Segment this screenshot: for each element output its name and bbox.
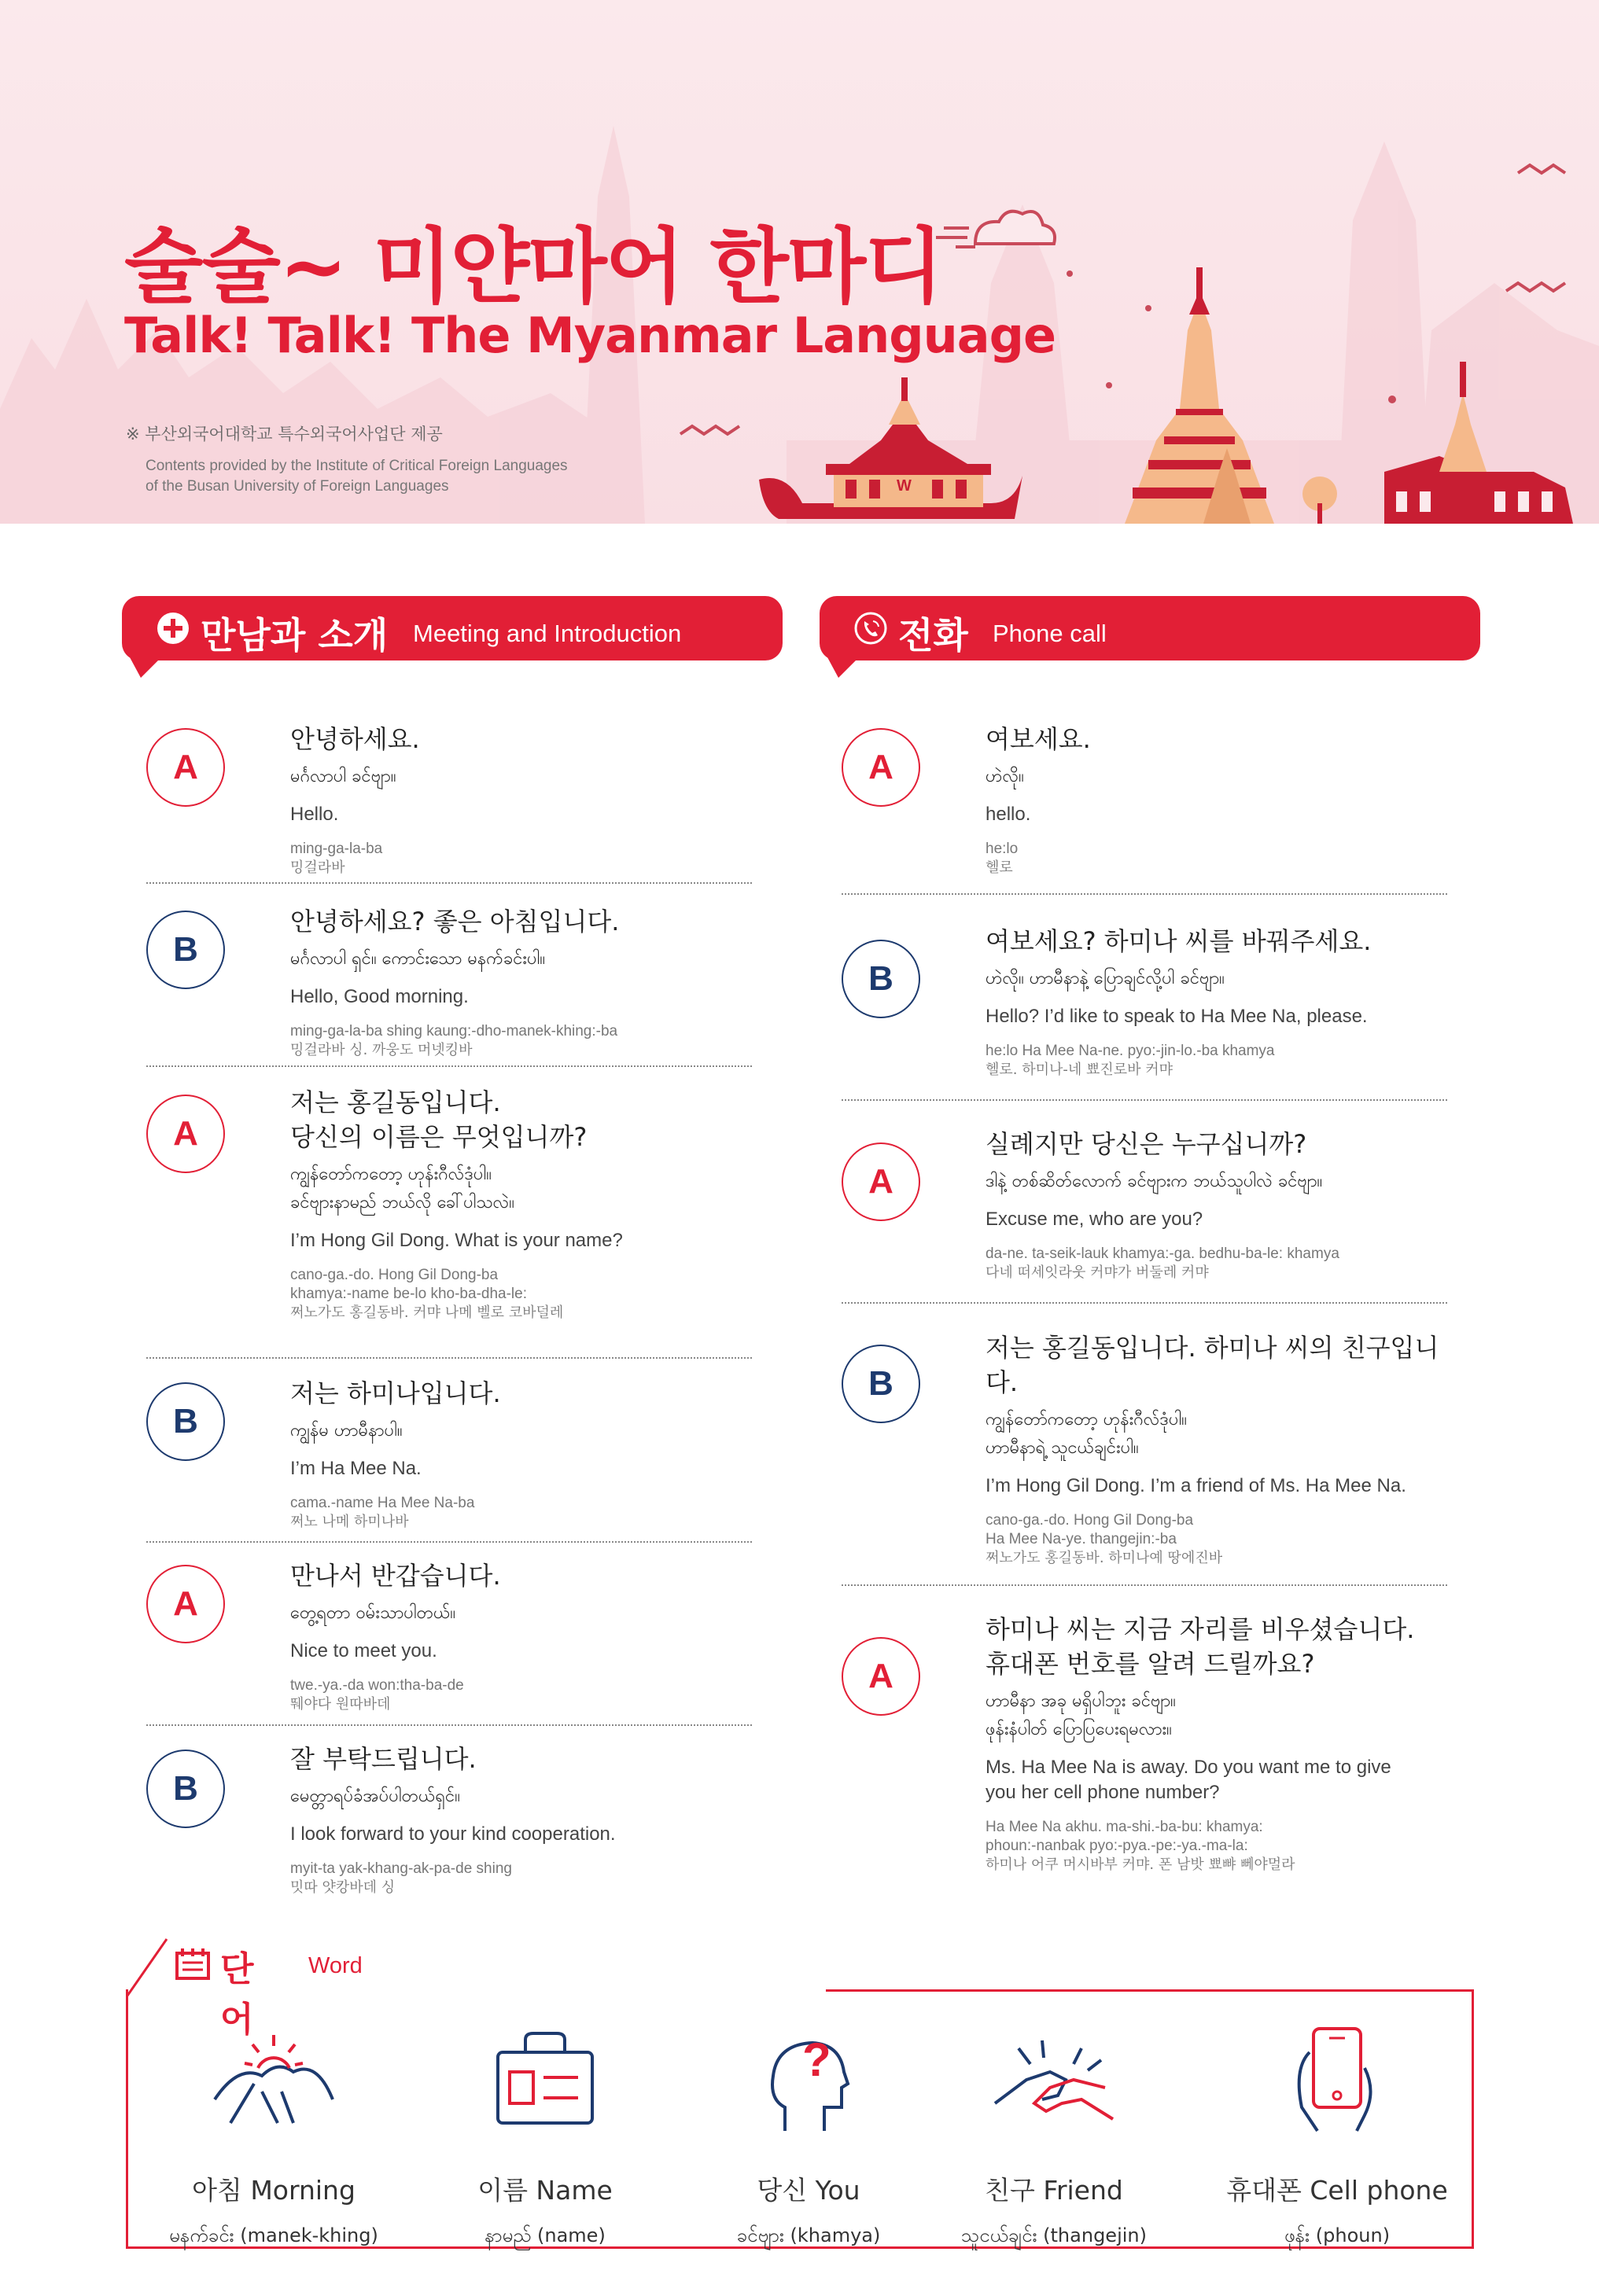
- romanization: twe.-ya.-da won:tha-ba-de: [290, 1677, 464, 1694]
- romanization: he:lo: [986, 841, 1019, 857]
- word-korean: 당신 You: [757, 2175, 860, 2206]
- myanmar-text: ဒါနဲ့ တစ်ဆိတ်လောက် ခင်ဗျားက ဘယ်သူပါလဲ ခင်ဗျာ။: [986, 1172, 1323, 1191]
- word-item-morning: [144, 2021, 403, 2251]
- speaker-badge: A: [146, 728, 225, 807]
- word-item-name: [415, 2021, 675, 2251]
- speaker-badge: A: [146, 1565, 225, 1643]
- name-badge-icon: [490, 2029, 600, 2131]
- page-title-english: Talk! Talk! The Myanmar Language: [124, 307, 1056, 364]
- romanization: Ha Mee Na akhu. ma-shi.-ba-bu: khamya: phoun:-nanbak pyo:-pya.-pe:-ya.-ma-la:: [986, 1819, 1263, 1854]
- divider: [842, 893, 1447, 895]
- speaker-badge: A: [146, 1095, 225, 1173]
- korean-text: 저는 홍길동입니다. 하미나 씨의 친구입니다.: [986, 1333, 1439, 1397]
- divider: [146, 1541, 752, 1543]
- phone-section-title-kr: 전화: [898, 614, 968, 657]
- myanmar-text: မင်္ဂလာပါ ရှင်။ ကောင်းသော မနက်ခင်းပါ။: [290, 949, 545, 969]
- romanization: cano-ga.-do. Hong Gil Dong-ba Ha Mee Na-ye. thangejin:-ba: [986, 1512, 1194, 1547]
- korean-pronunciation: 쩌노가도 홍길동바. 커먀 나메 벨로 코바덜레: [290, 1304, 564, 1321]
- sunrise-mountain-icon: [207, 2029, 341, 2131]
- phone-section-banner: [820, 596, 1480, 660]
- myanmar-text: ဟာမီနာ အခု မရှိပါဘူး ခင်ဗျာ။ ဖုန်းနံပါတ် ပြောပြပေးရမလား။: [986, 1691, 1176, 1739]
- korean-text: 여보세요.: [986, 724, 1091, 754]
- english-text: I’m Hong Gil Dong. I’m a friend of Ms. Ha Mee Na.: [986, 1475, 1406, 1496]
- plus-circle-icon: [157, 612, 190, 645]
- english-text: Hello.: [290, 804, 339, 825]
- word-korean: 휴대폰 Cell phone: [1226, 2175, 1448, 2206]
- english-text: I’m Ha Mee Na.: [290, 1458, 422, 1479]
- word-myanmar: ခင်ဗျား (khamya): [736, 2224, 881, 2246]
- myanmar-text: မင်္ဂလာပါ ခင်ဗျာ။: [290, 767, 396, 786]
- word-korean: 이름 Name: [477, 2175, 613, 2206]
- word-myanmar: သူငယ်ချင်း (thangejin): [961, 2224, 1147, 2246]
- english-text: Hello? I’d like to speak to Ha Mee Na, please.: [986, 1006, 1368, 1027]
- myanmar-text: ကျွန်တော်ကတော့ ဟုန်းဂီလ်ဒုံပါ။ ဟာမီနာရဲ့ သူငယ်ချင်းပါ။: [986, 1410, 1187, 1458]
- english-text: Excuse me, who are you?: [986, 1209, 1203, 1230]
- romanization: he:lo Ha Mee Na-ne. pyo:-jin-lo.-ba khamya: [986, 1043, 1275, 1059]
- korean-text: 하미나 씨는 지금 자리를 비우셨습니다. 휴대폰 번호를 알려 드릴까요?: [986, 1614, 1415, 1679]
- phone-icon: [854, 612, 887, 645]
- provider-korean: ※ 부산외국어대학교 특수외국어사업단 제공: [126, 425, 443, 443]
- speaker-badge: B: [146, 911, 225, 989]
- korean-text: 잘 부탁드립니다.: [290, 1744, 477, 1774]
- svg-text:W: W: [897, 477, 912, 495]
- speaker-badge: B: [842, 940, 920, 1018]
- question-head-icon: [753, 2021, 864, 2139]
- english-text: I look forward to your kind cooperation.: [290, 1823, 616, 1845]
- korean-pronunciation: 밋따 얏캉바데 싱: [290, 1879, 396, 1896]
- korean-text: 저는 홍길동입니다. 당신의 이름은 무엇입니까?: [290, 1087, 588, 1152]
- word-box-top-line: [826, 1989, 1474, 1992]
- word-myanmar: မနက်ခင်း (manek-khing): [169, 2224, 378, 2246]
- korean-text: 안녕하세요? 좋은 아침입니다.: [290, 907, 620, 936]
- korean-pronunciation: 밍걸라바: [290, 859, 345, 876]
- korean-pronunciation: 뛔야다 원따바데: [290, 1696, 391, 1713]
- english-text: I’m Hong Gil Dong. What is your name?: [290, 1230, 623, 1251]
- korean-pronunciation: 하미나 어쿠 머시바부 커먀. 폰 남밧 뾰뺘 뻬야멀라: [986, 1856, 1295, 1873]
- myanmar-text: ကျွန်တော်ကတော့ ဟုန်းဂီလ်ဒုံပါ။ ခင်ဗျားနာမည် ဘယ်လို ခေါ်ပါသလဲ။: [290, 1165, 514, 1212]
- speaker-badge: A: [842, 728, 920, 807]
- meeting-section-banner: [122, 596, 783, 660]
- divider: [146, 1357, 752, 1359]
- korean-text: 저는 하미나입니다.: [290, 1378, 501, 1408]
- korean-pronunciation: 쩌노 나메 하미나바: [290, 1514, 409, 1530]
- romanization: cama.-name Ha Mee Na-ba: [290, 1495, 475, 1511]
- word-box-corner: [126, 1934, 173, 1997]
- cell-phone-icon: [1286, 2021, 1388, 2139]
- word-myanmar: ဖုန်း (phoun): [1284, 2224, 1391, 2246]
- korean-pronunciation: 헬로: [986, 859, 1013, 876]
- romanization: da-ne. ta-seik-lauk khamya:-ga. bedhu-ba-le: khamya: [986, 1246, 1339, 1262]
- word-title-kr: 단어: [220, 1949, 254, 2040]
- provider-english: Contents provided by the Institute of Critical Foreign Languages of the Busan University of Foreign Languages: [146, 458, 568, 495]
- korean-text: 만나서 반갑습니다.: [290, 1561, 501, 1591]
- divider: [146, 1724, 752, 1726]
- word-item-friend: [924, 2021, 1184, 2251]
- phone-section-title-en: Phone call: [993, 620, 1107, 647]
- cloud-icon: [936, 212, 1055, 247]
- english-text: Hello, Good morning.: [290, 986, 469, 1007]
- romanization: myit-ta yak-khang-ak-pa-de shing: [290, 1860, 512, 1877]
- svg-text:?: ?: [802, 2033, 831, 2086]
- word-title-en: Word: [308, 1953, 363, 1978]
- romanization: cano-ga.-do. Hong Gil Dong-ba khamya:-name be-lo kho-ba-dha-le:: [290, 1267, 527, 1302]
- divider: [842, 1302, 1447, 1304]
- page-title-korean: 술술~ 미얀마어 한마디: [124, 219, 942, 315]
- english-text: Nice to meet you.: [290, 1640, 437, 1661]
- korean-pronunciation: 다네 떠세잇라웃 커먀가 버둘레 커먀: [986, 1264, 1209, 1281]
- meeting-section-title-en: Meeting and Introduction: [413, 620, 682, 647]
- speaker-badge: A: [842, 1637, 920, 1716]
- divider: [146, 1065, 752, 1067]
- meeting-section-title-kr: 만남과 소개: [201, 614, 389, 657]
- myanmar-text: ကျွန်မ ဟာမီနာပါ။: [290, 1421, 403, 1441]
- korean-text: 안녕하세요.: [290, 724, 420, 754]
- speaker-badge: B: [842, 1345, 920, 1423]
- divider: [842, 1099, 1447, 1101]
- divider: [146, 882, 752, 884]
- korean-pronunciation: 밍걸라바 싱. 까웅도 머넷킹바: [290, 1042, 473, 1058]
- word-korean: 친구 Friend: [985, 2175, 1123, 2206]
- english-text: hello.: [986, 804, 1031, 825]
- myanmar-text: တွေ့ရတာ ဝမ်းသာပါတယ်။: [290, 1603, 456, 1623]
- speaker-badge: A: [842, 1142, 920, 1221]
- korean-pronunciation: 쩌노가도 홍길동바. 하미나예 땅에진바: [986, 1550, 1223, 1566]
- korean-text: 여보세요? 하미나 씨를 바꿔주세요.: [986, 926, 1372, 956]
- english-text: Ms. Ha Mee Na is away. Do you want me to give you her cell phone number?: [986, 1757, 1391, 1803]
- romanization: ming-ga-la-ba: [290, 841, 383, 857]
- myanmar-text: ဟဲလို။: [986, 767, 1024, 786]
- speaker-badge: B: [146, 1750, 225, 1828]
- korean-text: 실례지만 당신은 누구십니까?: [986, 1129, 1307, 1159]
- word-item-cell-phone: [1207, 2021, 1467, 2251]
- myanmar-text: မေတ္တာရပ်ခံအပ်ပါတယ်ရှင်။: [290, 1786, 460, 1806]
- word-item-you: [679, 2021, 938, 2251]
- word-myanmar: နာမည် (name): [484, 2224, 606, 2246]
- handshake-icon: [987, 2025, 1121, 2135]
- myanmar-text: ဟဲလို။ ဟာမီနာနဲ့ ပြောချင်လို့ပါ ခင်ဗျာ။: [986, 969, 1225, 988]
- speaker-badge: B: [146, 1382, 225, 1461]
- word-korean: 아침 Morning: [192, 2175, 356, 2206]
- notebook-icon: [173, 1945, 212, 1985]
- divider: [842, 1584, 1447, 1586]
- korean-pronunciation: 헬로. 하미나-네 뾰진로바 커먀: [986, 1062, 1173, 1078]
- header: [0, 0, 1599, 524]
- romanization: ming-ga-la-ba shing kaung:-dho-manek-khing:-ba: [290, 1023, 618, 1039]
